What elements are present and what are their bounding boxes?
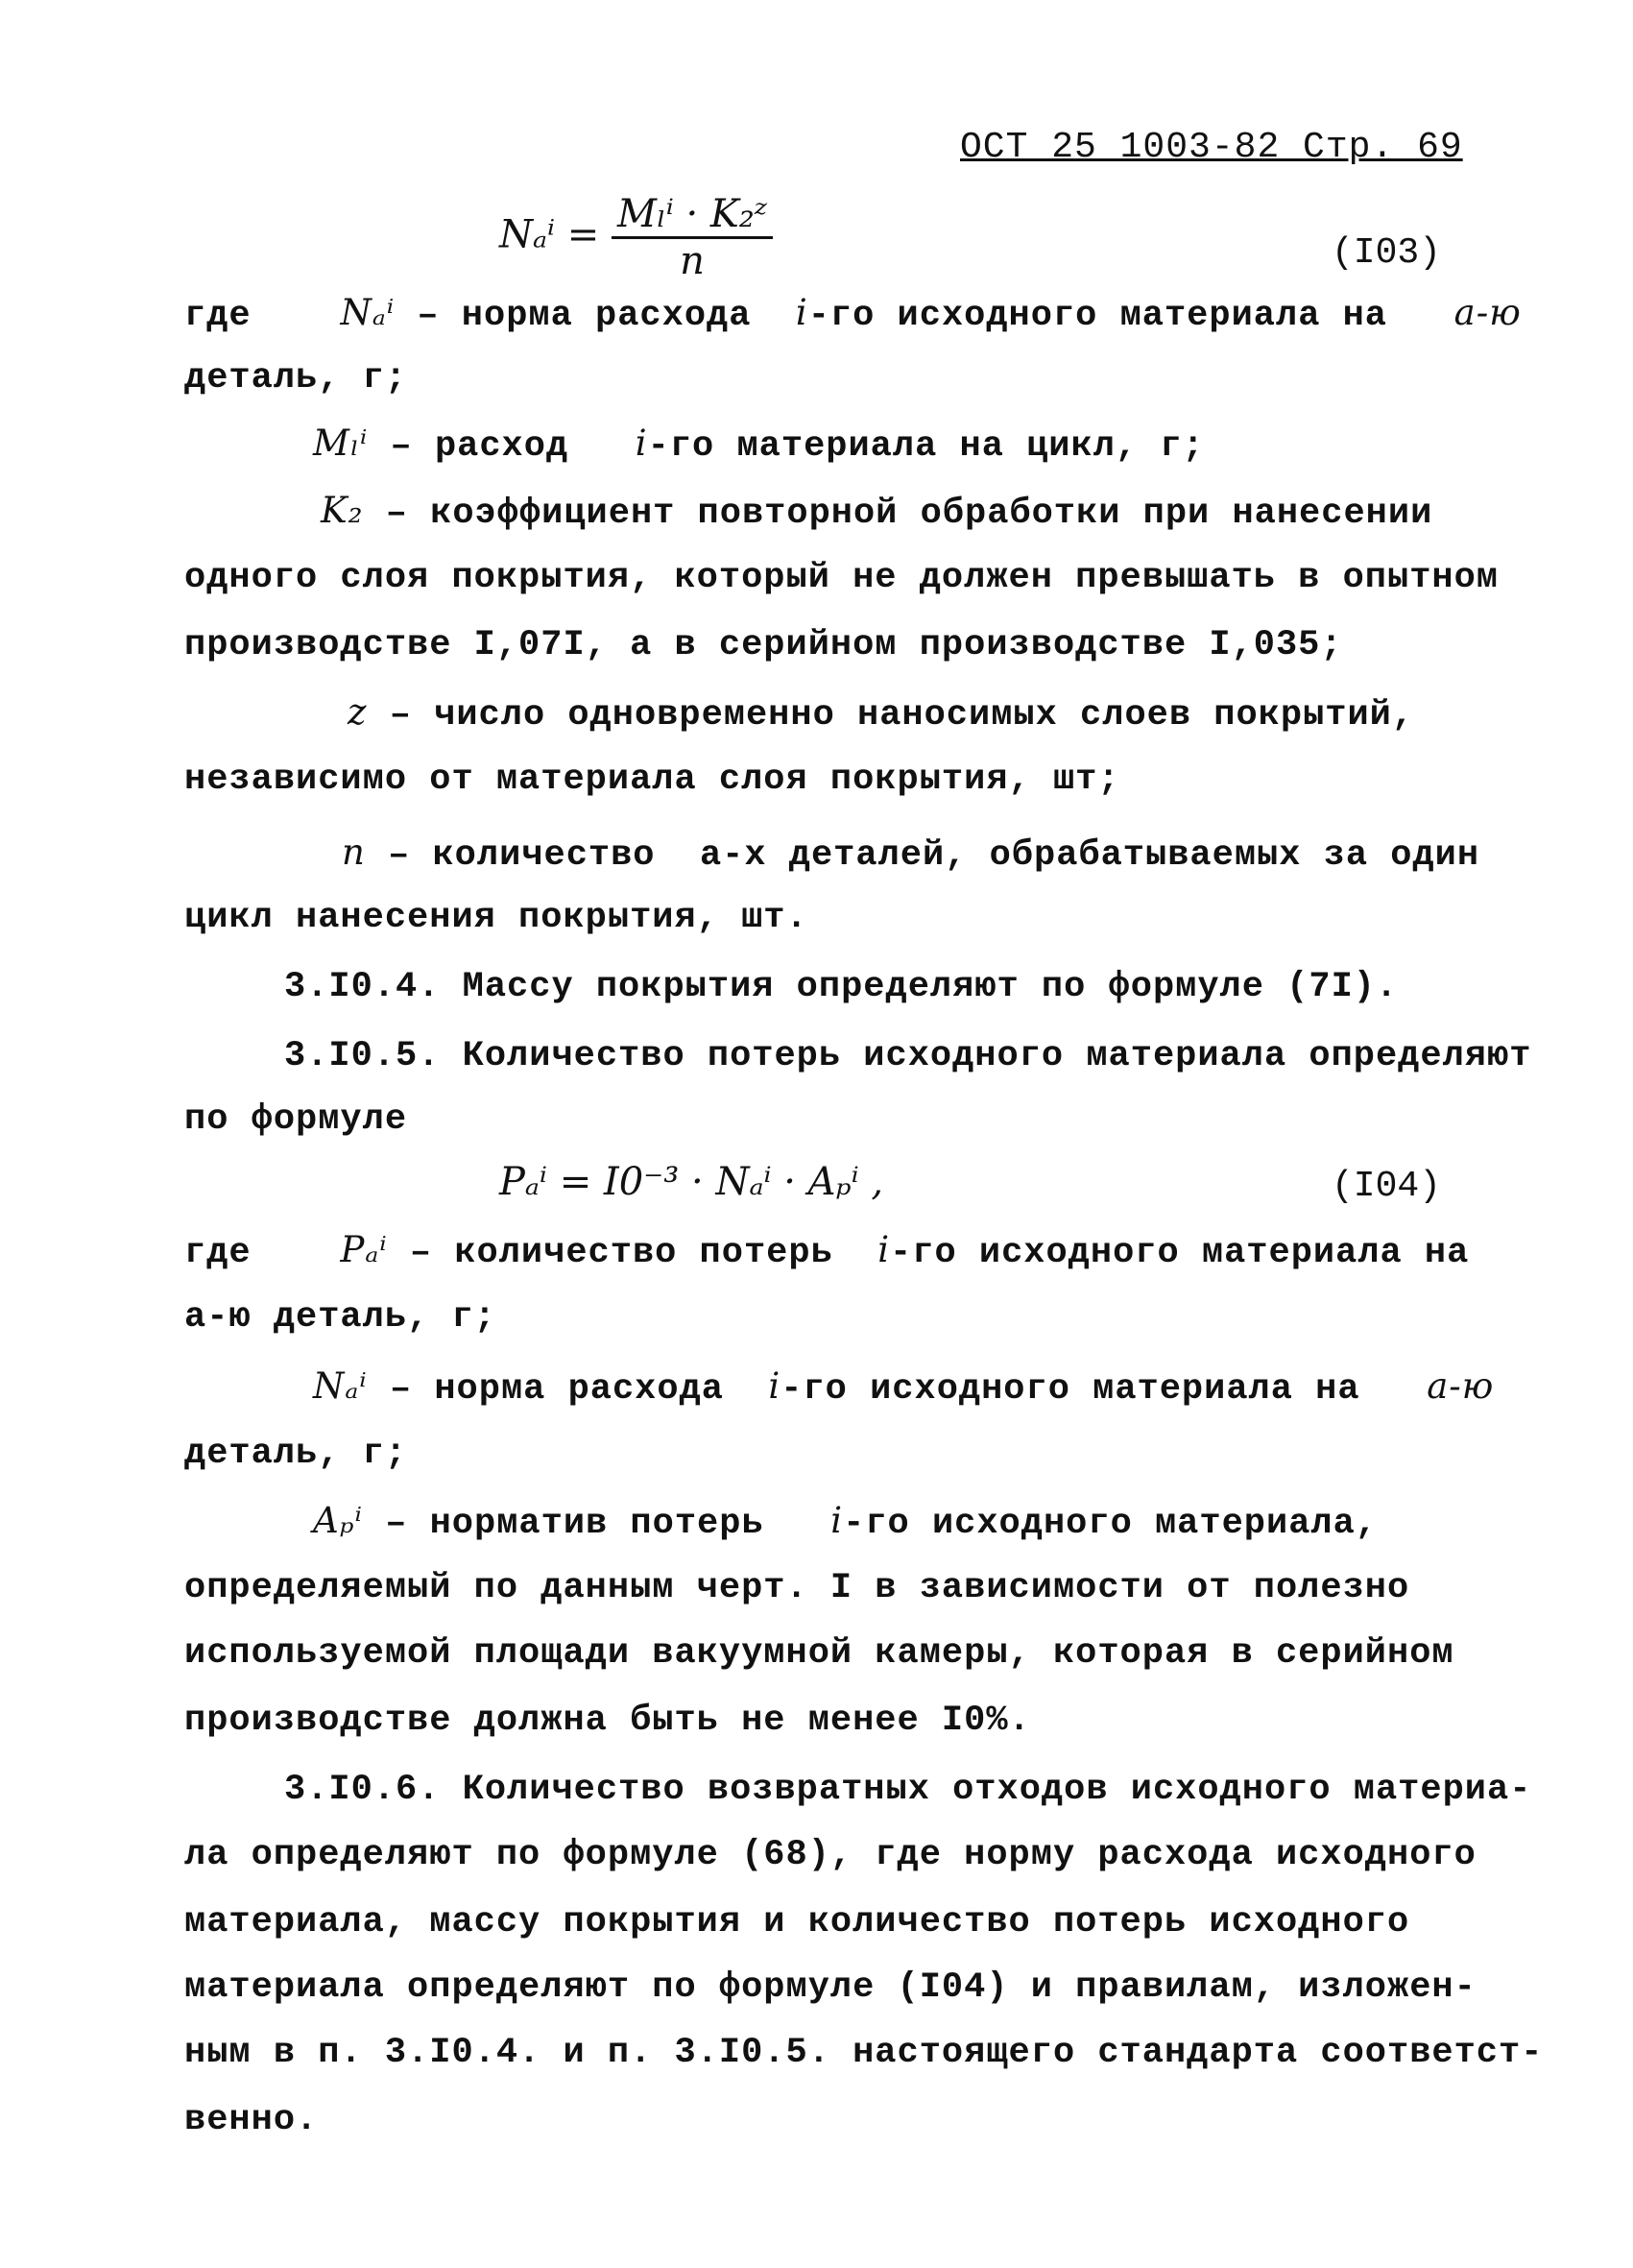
where-label: где: [184, 296, 252, 336]
symbol-A: Aₚⁱ: [313, 1500, 363, 1541]
text: а-х деталей, обрабатываемых за один: [699, 835, 1480, 876]
paragraph-3-10-6-line5: ным в п. 3.I0.4. и п. 3.I0.5. настоящего стандарта соответст-: [184, 2033, 1544, 2073]
symbol-i: i: [877, 1229, 891, 1270]
symbol-K: K₂: [321, 490, 364, 531]
symbol-i: i: [635, 422, 648, 464]
paragraph-3-10-6-line2: ла определяют по формуле (68), где норму расхода исходного: [184, 1835, 1477, 1875]
paragraph-3-10-6-line3: материала, массу покрытия и количество потерь исходного: [184, 1902, 1410, 1942]
equation-number-104: (I04): [1331, 1166, 1441, 1207]
symbol-n: n: [342, 832, 366, 873]
symbol-i: i: [795, 292, 808, 333]
text: -го исходного материала на: [780, 1369, 1360, 1410]
def-n-cont: деталь, г;: [184, 358, 408, 398]
formula-103: [499, 192, 773, 283]
symbol-N: Nₐⁱ: [340, 292, 396, 333]
symbol-N: Nₐⁱ: [313, 1365, 368, 1407]
paragraph-3-10-5-line1: 3.I0.5. Количество потерь исходного материала определяют: [284, 1036, 1532, 1076]
paragraph-3-10-6-line4: материала определяют по формуле (I04) и правилам, изложен-: [184, 1967, 1477, 2008]
text: – количество потерь: [409, 1233, 833, 1273]
paragraph-3-10-6-line6: венно.: [184, 2100, 319, 2140]
def-nn-cont: цикл нанесения покрытия, шт.: [184, 898, 808, 938]
text: а-ю: [1427, 1365, 1495, 1407]
symbol-i: i: [830, 1500, 844, 1541]
where-label: где: [184, 1233, 252, 1273]
paragraph-3-10-5-line2: по формуле: [184, 1099, 408, 1140]
text: – норма расхода: [389, 1369, 724, 1410]
formula-104: Pₐⁱ = I0⁻³ · Nₐⁱ · Aₚⁱ ,: [499, 1160, 884, 1204]
def-a-line: [313, 1500, 1378, 1545]
def-m-line: [313, 422, 1205, 468]
def-a-cont3: производстве должна быть не менее I0%.: [184, 1701, 1031, 1741]
text: – расход: [390, 426, 569, 467]
page-header: ОСТ 25 1003-82 Стр. 69: [960, 127, 1463, 168]
def-z-cont: независимо от материала слоя покрытия, шт;: [184, 760, 1120, 800]
text: – норма расхода: [417, 296, 752, 336]
formula-103-numerator: Mₗⁱ · K₂ᶻ: [612, 192, 773, 239]
paragraph-3-10-6-line1: 3.I0.6. Количество возвратных отходов исходного материа-: [284, 1770, 1532, 1810]
formula-103-denominator: n: [680, 239, 705, 283]
text: – число одновременно наносимых слоев покрытий,: [389, 695, 1415, 736]
text: – норматив потерь: [385, 1504, 764, 1544]
text: -го исходного материала,: [843, 1504, 1379, 1544]
def-a-cont1: определяемый по данным черт. I в зависимости от полезно: [184, 1568, 1410, 1608]
formula-103-fraction: [612, 192, 773, 283]
def-p-cont: а-ю деталь, г;: [184, 1297, 496, 1338]
def-nn-line: [342, 832, 1479, 877]
def-n2-line: [313, 1365, 1494, 1411]
def-n2-cont: деталь, г;: [184, 1434, 408, 1474]
formula-103-lhs: Nₐⁱ: [499, 212, 556, 257]
equals-sign: =: [566, 212, 612, 257]
text: -го материала на цикл, г;: [647, 426, 1205, 467]
def-a-cont2: используемой площади вакуумной камеры, которая в серийном: [184, 1633, 1454, 1674]
symbol-M: Mₗⁱ: [313, 422, 369, 464]
symbol-i: i: [768, 1365, 781, 1407]
def-p-line: [184, 1229, 1469, 1274]
paragraph-3-10-4: 3.I0.4. Массу покрытия определяют по формуле (7I).: [284, 967, 1399, 1007]
def-k-line: [321, 490, 1432, 535]
def-k-cont2: производстве I,07I, а в серийном производстве I,035;: [184, 625, 1343, 665]
def-k-cont1: одного слоя покрытия, который не должен превышать в опытном: [184, 558, 1500, 598]
text: – коэффициент повторной обработки при нанесении: [385, 494, 1433, 534]
symbol-z: z: [348, 691, 368, 733]
def-z-line: [348, 691, 1414, 736]
text: а-ю: [1453, 292, 1522, 333]
symbol-P: Pₐⁱ: [340, 1229, 388, 1270]
text: – количество: [388, 835, 656, 876]
text: -го исходного материала на: [890, 1233, 1470, 1273]
text: -го исходного материала на: [807, 296, 1388, 336]
equation-number-103: (I03): [1331, 232, 1441, 274]
def-n-line: [184, 292, 1522, 337]
